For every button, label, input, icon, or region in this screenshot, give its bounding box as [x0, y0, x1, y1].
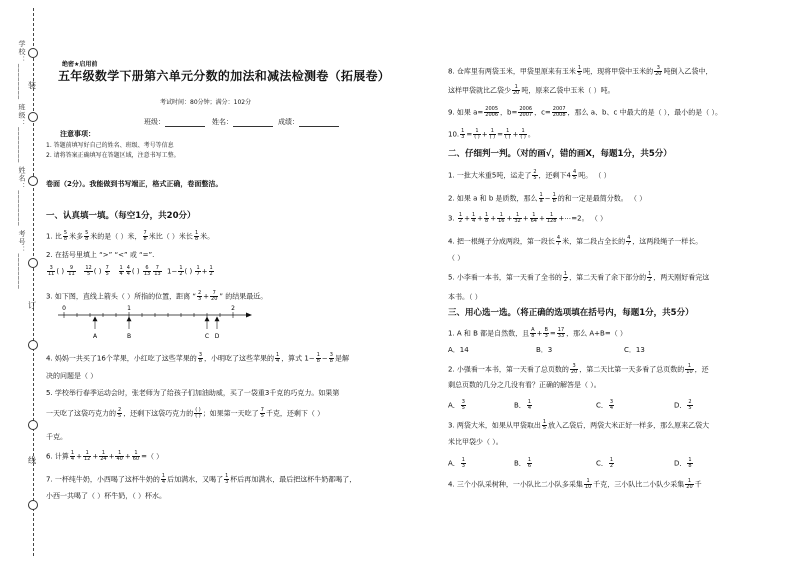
point-d-label: D: [214, 333, 220, 340]
name-field[interactable]: 姓名：: [212, 118, 273, 127]
left-column: [44, 0, 394, 561]
number-line-arrowhead: [246, 313, 252, 318]
score-field[interactable]: 成绩：: [278, 118, 339, 127]
notice-1: 1. 答题前填写好自己的姓名、班级、考号等信息: [46, 142, 174, 149]
s3-question-3: 3. 两袋大米，如果从甲袋取出 $\frac{1}{5}$ 放入乙袋后，两袋大米正好一样多，那么原来乙袋大: [448, 419, 710, 431]
binding-seal-2: 订: [28, 301, 36, 310]
s1-question-4: 4. 妈妈一共买了16个苹果，小红吃了这些苹果的 $\frac{3}{8}$ ，小明吃了这些苹果的 $\frac{1}{4}$ ，算式 1− $\frac{1}{8}$ − $\frac{3}{8}$ 是解: [46, 352, 349, 364]
binding-hole: [28, 420, 38, 430]
s1-question-4-cont: 决的问题是（ ）: [46, 372, 98, 380]
s2-question-1: 1. 一批大米重5吨，运走了 $\frac{2}{5}$ ，还剩下4 $\frac{4}{5}$ 吨。 （ ）: [448, 169, 611, 181]
s3-q2-option-c[interactable]: C． $\frac{3}{4}$: [596, 399, 614, 411]
right-column: [448, 0, 784, 561]
neatness-line: 卷面（2分）。我能做到书写端正，格式正确，卷面整洁。: [46, 180, 223, 188]
s1-question-7: 7. 一杯纯牛奶，小西喝了这杯牛奶的 $\frac{1}{4}$ 后加满水，又喝了 $\frac{1}{3}$ 杯后再加满水，最后把这杯牛奶都喝了，: [46, 473, 357, 485]
secret-label: 绝密★启用前: [62, 61, 98, 68]
s3-q3-option-a[interactable]: A． $\frac{1}{3}$: [448, 457, 465, 469]
s1-question-2-items: $\frac{3}{11}$ ( ) $\frac{9}{11}$ $\frac{12}{5}$ ( ) $\frac{7}{5}$ $\frac{1}{4}$ $\frac{4}{4}$ ( ) $\frac{6}{13}$ $\frac{7}{13}$ 1− $\frac{1}{2}$ ( ) $\frac{1}{7}$ + $\frac{1}{2}$: [48, 265, 213, 277]
section-3-heading: 三、用心选一选。（将正确的选项填在括号内，每题1分，共5分）: [448, 308, 694, 318]
s1-question-10: 10. $\frac{1}{3}$ = 1 ( ) + 1 ( ) = 1 ( ) + 1 ( ) 。: [448, 128, 535, 140]
exam-info: 考试时间：80分钟；满分：102分: [160, 99, 252, 106]
binding-margin: [0, 0, 40, 561]
s3-q2-option-d[interactable]: D． $\frac{2}{5}$: [674, 399, 692, 411]
binding-hole: [28, 500, 38, 510]
s3-q1-option-c[interactable]: C．13: [624, 346, 645, 354]
binding-seal-1: 装: [28, 81, 36, 90]
s3-q3-option-c[interactable]: C． $\frac{1}{2}$: [596, 457, 614, 469]
s3-q1-option-a[interactable]: A．14: [448, 346, 469, 354]
s1-question-5-unit: 千克。: [46, 433, 67, 441]
s3-question-2-cont: 剩总页数的几分之几没有看？正确的解答是（ ）。: [448, 381, 601, 389]
s1-question-8-cont: 这样甲袋就比乙袋少 $\frac{1}{20}$ 吨，原来乙袋中玉米（ ）吨。: [448, 84, 615, 96]
s1-question-1: 1. 比 $\frac{5}{8}$ 米多 $\frac{5}{8}$ 米的是（ ）米， $\frac{7}{8}$ 米比（ ）米长 $\frac{1}{8}$ 米。: [46, 230, 215, 242]
binding-seal-3: 线: [28, 456, 36, 465]
binding-hole: [28, 258, 38, 268]
binding-hole: [28, 112, 38, 122]
s1-question-5: 5. 学校举行春季运动会时，张老师为了给孩子们加油助威，买了一袋重3千克的巧克力。如果第: [46, 389, 340, 397]
class-field[interactable]: 班级：: [144, 118, 205, 127]
s2-question-3: 3. $\frac{1}{2}$ + $\frac{1}{4}$ + $\frac{1}{8}$ + $\frac{1}{16}$ + $\frac{1}{32}$ + $\frac{1}{64}$ + $\frac{1}{128}$ +⋯=2。 （ ）: [448, 212, 608, 224]
exam-title: 五年级数学下册第六单元分数的加法和减法检测卷（拓展卷）: [58, 69, 391, 83]
s2-question-5: 5. 小李看一本书，第一天看了全书的 $\frac{1}{2}$ ，第二天看了余下部分的 $\frac{1}{2}$ ，两天刚好看完这: [448, 271, 710, 283]
s3-q1-option-b[interactable]: B．3: [536, 346, 553, 354]
s3-question-1: 1. A 和 B 都是自然数，且 $\frac{A}{8}$ + $\frac{B}{3}$ = $\frac{17}{33}$ ，那么 A+B=（ ）: [448, 327, 627, 339]
s3-question-4: 4. 三个小队采树种，一小队比二小队多采集 $\frac{1}{10}$ 千克，三小队比二小队少采集 $\frac{1}{20}$ 千: [448, 478, 702, 490]
notice-title: 注意事项：: [60, 130, 95, 138]
s1-question-2: 2. 在括号里填上 “>” “<” 或 “=”.: [46, 251, 155, 259]
binding-student-fields: 学校：________ 班级：________ 姓名：________ 考号：________: [18, 40, 26, 290]
point-a-label: A: [92, 333, 98, 340]
s1-question-5-cont: 一天吃了这袋巧克力的 $\frac{2}{5}$ ，还剩下这袋巧克力的 ( ) ( ) ；如果第一天吃了 $\frac{7}{5}$ 千克，还剩下（ ）: [46, 407, 325, 419]
s2-question-5-cont: 本书。（ ）: [448, 293, 482, 301]
pointer-arrows: [93, 317, 219, 329]
binding-hole: [28, 48, 38, 58]
point-c-label: C: [204, 333, 210, 340]
s1-question-3: 3. 如下图，直线上箭头（ ）所指的位置，距离 “ $\frac{2}{3}$ + $\frac{7}{20}$ ” 的结果最近。: [46, 290, 268, 302]
s2-question-4-cont: （ ）: [448, 254, 465, 262]
s1-question-9: 9. 如果 a= $\frac{2005}{2006}$ ，b= $\frac{2006}{2007}$ ，c= $\frac{2007}{2008}$ ，那么 a、b、c 中最大的是（ ），最小的是（ ）。: [448, 106, 723, 118]
s3-q2-option-a[interactable]: A． $\frac{3}{5}$: [448, 399, 465, 411]
tick-label-0: 0: [62, 305, 66, 312]
s3-q3-option-d[interactable]: D． $\frac{1}{8}$: [674, 457, 692, 469]
section-2-heading: 二、仔细判一判。（对的画√，错的画X，每题1分，共5分）: [448, 149, 672, 159]
s1-question-6: 6. 计算 $\frac{1}{4}$ + $\frac{1}{12}$ + $\frac{1}{24}$ + $\frac{1}{40}$ + $\frac{1}{60}$ =（ ）: [46, 450, 164, 462]
section-1-heading: 一、认真填一填。（每空1分，共20分）: [46, 211, 196, 221]
s2-question-4: 4. 把一根绳子分成两段，第一段长 $\frac{4}{7}$ 米，第二段占全长的 $\frac{4}{7}$ ，这两段绳子一样长。: [448, 235, 703, 247]
s2-question-2: 2. 如果 a 和 b 是质数，那么 $\frac{1}{a}$ − $\frac{1}{b}$ 的和一定是最简分数。 （ ）: [448, 192, 647, 204]
s3-question-2: 2. 小强看一本书，第一天看了总页数的 $\frac{3}{20}$ ，第二天比第一天多看了总页数的 $\frac{1}{10}$ ，还: [448, 363, 709, 375]
tick-label-1: 1: [127, 305, 131, 312]
s1-question-7-cont: 小西一共喝了（ ）杯牛奶，（ ）杯水。: [46, 492, 166, 500]
notice-2: 2. 请将答案正确填写在答题区域，注意书写工整。: [46, 152, 180, 159]
s1-question-8: 8. 仓库里有两袋玉米，甲袋里原来有玉米 $\frac{1}{5}$ 吨，现将甲袋中玉米的 $\frac{3}{20}$ 吨倒入乙袋中，: [448, 65, 713, 77]
number-line: [58, 306, 258, 342]
point-b-label: B: [126, 333, 132, 340]
s3-q3-option-b[interactable]: B． $\frac{1}{6}$: [514, 457, 531, 469]
tick-label-2: 2: [231, 305, 235, 312]
binding-hole: [28, 176, 38, 186]
s3-question-3-cont: 米比甲袋少（ ）。: [448, 438, 503, 446]
binding-hole: [28, 340, 38, 350]
s3-q2-option-b[interactable]: B． $\frac{1}{4}$: [514, 399, 531, 411]
